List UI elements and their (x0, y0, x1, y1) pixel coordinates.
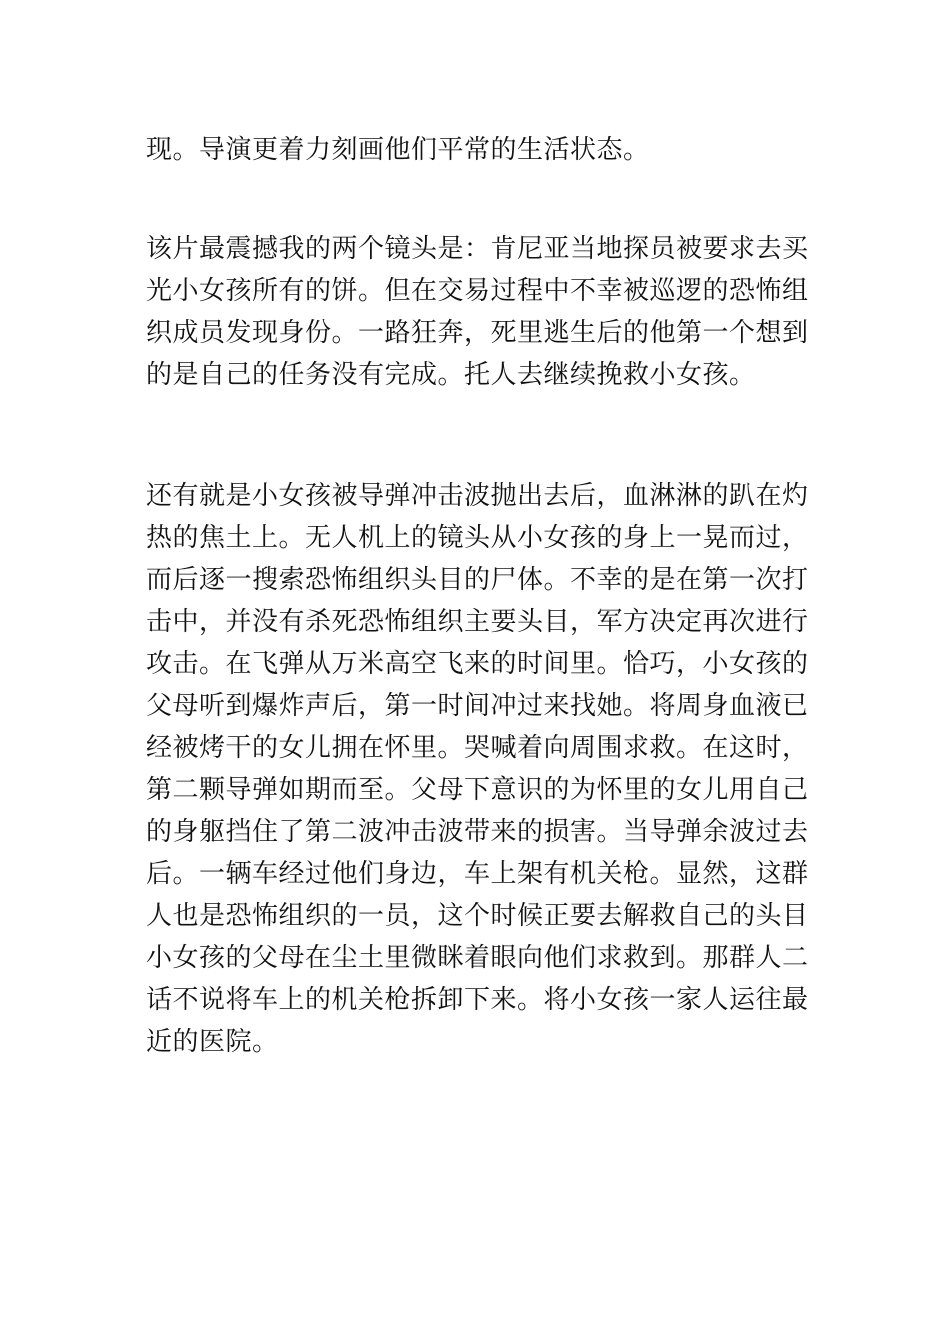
text-line: 该片最震撼我的两个镜头是：肯尼亚当地探员被要求去买 (146, 234, 809, 264)
text-line: 而后逐一搜索恐怖组织头目的尸体。不幸的是在第一次打 (146, 565, 809, 595)
text-line: 后。一辆车经过他们身边，车上架有机关枪。显然，这群 (146, 859, 809, 889)
text-line: 热的焦土上。无人机上的镜头从小女孩的身上一晃而过， (146, 523, 809, 553)
text-line: 织成员发现身份。一路狂奔，死里逃生后的他第一个想到 (146, 318, 809, 348)
text-line: 的是自己的任务没有完成。托人去继续挽救小女孩。 (146, 360, 756, 390)
text-line: 近的医院。 (146, 1027, 279, 1057)
text-line: 的身躯挡住了第二波冲击波带来的损害。当导弹余波过去 (146, 817, 809, 847)
text-line: 击中，并没有杀死恐怖组织主要头目，军方决定再次进行 (146, 607, 809, 637)
text-line: 第二颗导弹如期而至。父母下意识的为怀里的女儿用自己 (146, 775, 809, 805)
text-line: 小女孩的父母在尘土里微眯着眼向他们求救到。那群人二 (146, 943, 809, 973)
text-line: 光小女孩所有的饼。但在交易过程中不幸被巡逻的恐怖组 (146, 276, 809, 306)
text-line: 话不说将车上的机关枪拆卸下来。将小女孩一家人运往最 (146, 985, 809, 1015)
text-line: 攻击。在飞弹从万米高空飞来的时间里。恰巧，小女孩的 (146, 649, 809, 679)
text-line: 人也是恐怖组织的一员，这个时候正要去解救自己的头目 (146, 901, 809, 931)
text-line: 现。导演更着力刻画他们平常的生活状态。 (146, 135, 650, 165)
text-line: 父母听到爆炸声后，第一时间冲过来找她。将周身血液已 (146, 691, 809, 721)
text-line: 经被烤干的女儿拥在怀里。哭喊着向周围求救。在这时， (146, 733, 809, 763)
text-line: 还有就是小女孩被导弹冲击波抛出去后，血淋淋的趴在灼 (146, 481, 809, 511)
paragraph-2 (146, 228, 809, 396)
paragraph-1 (146, 129, 650, 171)
paragraph-3 (146, 475, 809, 1063)
